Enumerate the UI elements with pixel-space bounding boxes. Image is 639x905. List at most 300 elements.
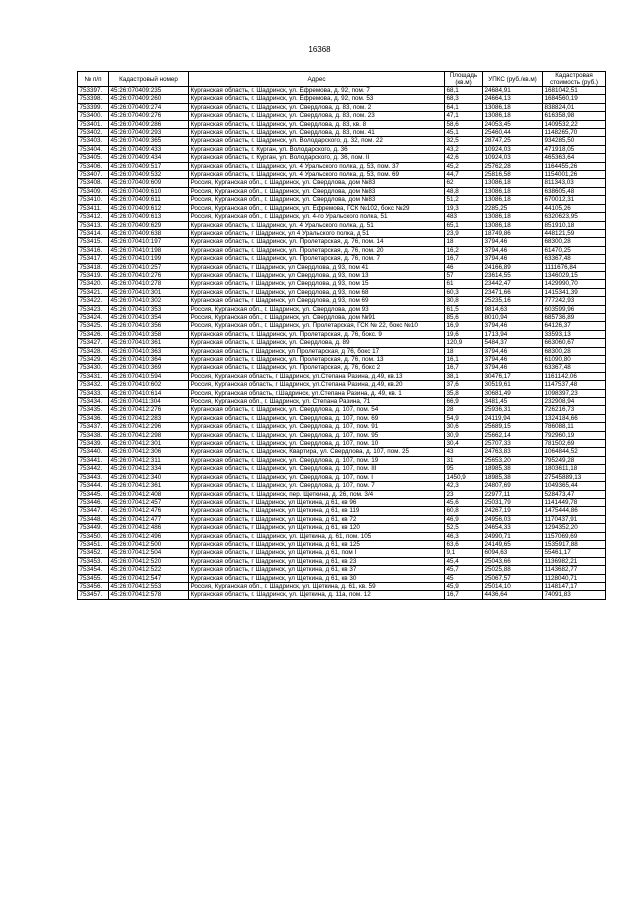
- address-cell: Курганская область, г. Шадринск, ул. Свердлова, д. 83, пом. 41: [189, 129, 445, 137]
- upks-cell: 13086,18: [483, 221, 543, 229]
- row-number-cell: 753398.: [78, 95, 109, 103]
- address-cell: Курганская область, г Шадринск, ул Свердлова, д 93, пом 41: [189, 263, 445, 271]
- address-cell: Курганская область, г. Шадринск, ул. Свердлова, д. 107, пом. 69: [189, 414, 445, 422]
- table-row: [78, 280, 606, 288]
- table-row: [78, 549, 606, 557]
- cadastral-value-cell: 1136982,21: [543, 557, 606, 565]
- cadastral-value-cell: 232908,94: [543, 398, 606, 406]
- row-number-cell: 753409.: [78, 187, 109, 195]
- address-cell: Россия, Курганская область, г Шадринск, ул.Степана Разина, д.49, кв.13: [189, 372, 445, 380]
- area-cell: 30,6: [445, 423, 483, 431]
- upks-cell: 3794,46: [483, 356, 543, 364]
- cadastral-value-cell: 1141449,78: [543, 498, 606, 506]
- header-area: Площадь (кв.м): [445, 72, 483, 87]
- cadastral-number-cell: 45:26:070412:306: [109, 448, 189, 456]
- upks-cell: 28747,25: [483, 137, 543, 145]
- table-row: [78, 372, 606, 380]
- table-row: [78, 179, 606, 187]
- cadastral-number-cell: 45:26:070410:353: [109, 305, 189, 313]
- cadastral-value-cell: 528473,47: [543, 490, 606, 498]
- address-cell: Россия, Курганская обл., г. Шадринск, ул. Щеткина, д. 61, кв. 59: [189, 582, 445, 590]
- cadastral-value-cell: 27545889,13: [543, 473, 606, 481]
- cadastral-number-cell: 45:26:070410:356: [109, 322, 189, 330]
- upks-cell: 24267,19: [483, 507, 543, 515]
- cadastral-number-cell: 45:26:070412:283: [109, 414, 189, 422]
- cadastral-value-cell: 1415341,39: [543, 288, 606, 296]
- row-number-cell: 753425.: [78, 322, 109, 330]
- table-row: [78, 162, 606, 170]
- address-cell: Курганская область, г. Шадринск, ул. Свердлова, д. 107, пом. 7: [189, 482, 445, 490]
- area-cell: 32,5: [445, 137, 483, 145]
- upks-cell: 25816,58: [483, 171, 543, 179]
- row-number-cell: 753397.: [78, 87, 109, 95]
- upks-cell: 24807,69: [483, 482, 543, 490]
- upks-cell: 25653,20: [483, 456, 543, 464]
- upks-cell: 3794,46: [483, 255, 543, 263]
- table-row: [78, 229, 606, 237]
- upks-cell: 24119,94: [483, 414, 543, 422]
- address-cell: Курганская область, г. Шадринск, Квартира, ул. Свердлова, д. 107, пом. 25: [189, 448, 445, 456]
- area-cell: 58,6: [445, 120, 483, 128]
- cadastral-value-cell: 1111676,84: [543, 263, 606, 271]
- upks-cell: 3794,46: [483, 322, 543, 330]
- area-cell: 46: [445, 263, 483, 271]
- upks-cell: 6094,63: [483, 549, 543, 557]
- cadastral-value-cell: 64126,37: [543, 322, 606, 330]
- cadastral-value-cell: 1409532,22: [543, 120, 606, 128]
- area-cell: 45,2: [445, 162, 483, 170]
- address-cell: Россия, Курганская обл., г. Шадринск, ул. Свердлова, дом №83: [189, 179, 445, 187]
- table-row: [78, 263, 606, 271]
- row-number-cell: 753438.: [78, 431, 109, 439]
- area-cell: 19,6: [445, 330, 483, 338]
- area-cell: 63,6: [445, 540, 483, 548]
- row-number-cell: 753448.: [78, 515, 109, 523]
- address-cell: Курганская область, г. Шадринск, ул. Щеткина, д. 61, пом. 105: [189, 532, 445, 540]
- cadastral-value-cell: 777242,93: [543, 297, 606, 305]
- cadastral-value-cell: 74091,83: [543, 591, 606, 599]
- address-cell: Курганская область, г Шадринск, ул 4 Уральского полка, д 51: [189, 229, 445, 237]
- cadastral-value-cell: 781502,69: [543, 440, 606, 448]
- row-number-cell: 753402.: [78, 129, 109, 137]
- cadastral-number-cell: 45:26:070409:517: [109, 162, 189, 170]
- cadastral-number-cell: 45:26:070409:434: [109, 154, 189, 162]
- row-number-cell: 753418.: [78, 263, 109, 271]
- row-number-cell: 753424.: [78, 313, 109, 321]
- address-cell: Курганская область, г. Шадринск, ул. Ефремова, д. 92, пом. 7: [189, 87, 445, 95]
- address-cell: Россия, Курганская обл., г. Шадринск, ул. Ефремова, ГСК №102, бокс №29: [189, 204, 445, 212]
- address-cell: Курганская область, г. Шадринск, ул. Пролетарская, д. 76, бокс. 9: [189, 330, 445, 338]
- table-row: [78, 288, 606, 296]
- address-cell: Россия, Курганская обл., г. Шадринск, ул. Степана Разина, 71: [189, 398, 445, 406]
- upks-cell: 25707,33: [483, 440, 543, 448]
- upks-cell: 1713,94: [483, 330, 543, 338]
- table-row: [78, 129, 606, 137]
- cadastral-number-cell: 45:26:070409:433: [109, 145, 189, 153]
- upks-cell: 18985,38: [483, 473, 543, 481]
- address-cell: Россия, Курганская обл., г. Шадринск, ул. Свердлова, дом №83: [189, 196, 445, 204]
- row-number-cell: 753406.: [78, 162, 109, 170]
- cadastral-number-cell: 45:26:070410:197: [109, 238, 189, 246]
- cadastral-number-cell: 45:26:070412:296: [109, 423, 189, 431]
- table-header-row: [78, 72, 606, 87]
- row-number-cell: 753429.: [78, 356, 109, 364]
- upks-cell: 2285,25: [483, 204, 543, 212]
- cadastral-value-cell: 63367,48: [543, 364, 606, 372]
- address-cell: Курганская область, г Шадринск, ул Щеткина, д 61, кв 119: [189, 507, 445, 515]
- cadastral-number-cell: 45:26:070412:553: [109, 582, 189, 590]
- table-row: [78, 414, 606, 422]
- table-row: [78, 406, 606, 414]
- cadastral-value-cell: 471918,05: [543, 145, 606, 153]
- area-cell: 16,9: [445, 322, 483, 330]
- area-cell: 9,1: [445, 549, 483, 557]
- cadastral-value-cell: 795249,28: [543, 456, 606, 464]
- cadastral-number-cell: 45:26:070412:298: [109, 431, 189, 439]
- cadastral-value-cell: 1147537,48: [543, 381, 606, 389]
- row-number-cell: 753404.: [78, 145, 109, 153]
- upks-cell: 25460,44: [483, 129, 543, 137]
- address-cell: Курганская область, г Шадринск, ул Пролетарская, д 76, бокс 17: [189, 347, 445, 355]
- row-number-cell: 753434.: [78, 398, 109, 406]
- cadastral-number-cell: 45:26:070409:293: [109, 129, 189, 137]
- table-row: [78, 95, 606, 103]
- address-cell: Курганская область, г. Шадринск, ул. Пролетарская, д. 76, бокс 2: [189, 364, 445, 372]
- address-cell: Россия, Курганская область, г Шадринск, ул.Степана Разина, д.49, кв.20: [189, 381, 445, 389]
- cadastral-number-cell: 45:26:070411:304: [109, 398, 189, 406]
- row-number-cell: 753436.: [78, 414, 109, 422]
- cadastral-value-cell: 1143682,77: [543, 566, 606, 574]
- upks-cell: 13086,18: [483, 179, 543, 187]
- cadastral-number-cell: 45:26:070410:301: [109, 288, 189, 296]
- area-cell: 45,9: [445, 582, 483, 590]
- row-number-cell: 753412.: [78, 213, 109, 221]
- cadastral-number-cell: 45:26:070410:354: [109, 313, 189, 321]
- cadastral-number-cell: 45:26:070410:358: [109, 330, 189, 338]
- address-cell: Курганская область, г Шадринск, ул Щеткина, д 61, кв 37: [189, 566, 445, 574]
- cadastral-number-cell: 45:26:070409:274: [109, 103, 189, 111]
- address-cell: Курганская область, г. Шадринск, ул. Свердлова, д. 107, пом. 54: [189, 406, 445, 414]
- cadastral-number-cell: 45:26:070412:547: [109, 574, 189, 582]
- address-cell: Курганская область, г. Шадринск, ул. Свердлова, д. 89: [189, 339, 445, 347]
- upks-cell: 24763,83: [483, 448, 543, 456]
- upks-cell: 24166,89: [483, 263, 543, 271]
- upks-cell: 18985,38: [483, 465, 543, 473]
- upks-cell: 18749,86: [483, 229, 543, 237]
- cadastral-value-cell: 63367,48: [543, 255, 606, 263]
- cadastral-number-cell: 45:26:070410:302: [109, 297, 189, 305]
- area-cell: 1450,9: [445, 473, 483, 481]
- upks-cell: 25235,16: [483, 297, 543, 305]
- cadastral-value-cell: 670012,31: [543, 196, 606, 204]
- area-cell: 43,2: [445, 145, 483, 153]
- area-cell: 45,6: [445, 498, 483, 506]
- table-row: [78, 339, 606, 347]
- table-row: [78, 255, 606, 263]
- area-cell: 47,1: [445, 112, 483, 120]
- cadastral-value-cell: 1098397,23: [543, 389, 606, 397]
- area-cell: 16,2: [445, 246, 483, 254]
- cadastral-number-cell: 45:26:070412:578: [109, 591, 189, 599]
- address-cell: Курганская область, г. Шадринск, ул. 4 Уральского полка, д. 53, пом. 69: [189, 171, 445, 179]
- cadastral-value-cell: 1161142,06: [543, 372, 606, 380]
- cadastral-number-cell: 45:26:070410:364: [109, 356, 189, 364]
- cadastral-value-cell: 1324184,66: [543, 414, 606, 422]
- address-cell: Курганская область, г. Шадринск, ул. Свердлова, д. 107, пом. 95: [189, 431, 445, 439]
- cadastral-number-cell: 45:26:070410:199: [109, 255, 189, 263]
- area-cell: 65,1: [445, 221, 483, 229]
- cadastral-number-cell: 45:26:070412:476: [109, 507, 189, 515]
- cadastral-number-cell: 45:26:070412:276: [109, 406, 189, 414]
- cadastral-number-cell: 45:26:070412:457: [109, 498, 189, 506]
- cadastral-value-cell: 851910,18: [543, 221, 606, 229]
- cadastral-value-cell: 6320623,95: [543, 213, 606, 221]
- row-number-cell: 753444.: [78, 482, 109, 490]
- area-cell: 42,3: [445, 482, 483, 490]
- area-cell: 45,1: [445, 129, 483, 137]
- area-cell: 46,3: [445, 532, 483, 540]
- upks-cell: 3794,46: [483, 364, 543, 372]
- address-cell: Курганская область, г Шадринск, ул Щеткина, д 61, кв 125: [189, 540, 445, 548]
- address-cell: Курганская область, г Шадринск, ул Свердлова, д 93, пом 68: [189, 288, 445, 296]
- cadastral-number-cell: 45:26:070409:610: [109, 187, 189, 195]
- address-cell: Курганская область, г. Шадринск, ул. Свердлова, д. 83, кв. 8: [189, 120, 445, 128]
- row-number-cell: 753414.: [78, 229, 109, 237]
- upks-cell: 10924,03: [483, 145, 543, 153]
- area-cell: 43: [445, 448, 483, 456]
- address-cell: Курганская область, г Шадринск, ул Щеткина, д 61, кв 23: [189, 557, 445, 565]
- cadastral-value-cell: 465363,64: [543, 154, 606, 162]
- cadastral-number-cell: 45:26:070412:340: [109, 473, 189, 481]
- table-row: [78, 423, 606, 431]
- cadastral-value-cell: 1684560,19: [543, 95, 606, 103]
- area-cell: 16,7: [445, 364, 483, 372]
- header-address: Адрес: [189, 72, 445, 87]
- row-number-cell: 753455.: [78, 574, 109, 582]
- cadastral-value-cell: 61090,80: [543, 356, 606, 364]
- cadastral-value-cell: 1803611,18: [543, 465, 606, 473]
- cadastral-value-cell: 1064844,52: [543, 448, 606, 456]
- area-cell: 68,1: [445, 87, 483, 95]
- row-number-cell: 753430.: [78, 364, 109, 372]
- address-cell: Курганская область, г Шадринск, ул Щеткина, д 61, кв 96: [189, 498, 445, 506]
- cadastral-number-cell: 45:26:070409:235: [109, 87, 189, 95]
- table-row: [78, 591, 606, 599]
- header-number: № п/п: [78, 72, 109, 87]
- row-number-cell: 753445.: [78, 490, 109, 498]
- area-cell: 45,4: [445, 557, 483, 565]
- address-cell: Россия, Курганская обл., г. Шадринск, ул. Свердлова, дом 93: [189, 305, 445, 313]
- page-number: 16368: [308, 45, 331, 54]
- address-cell: Курганская область, г. Шадринск, пер. Щеткина, д. 26, пом. 3/4: [189, 490, 445, 498]
- row-number-cell: 753451.: [78, 540, 109, 548]
- table-row: [78, 582, 606, 590]
- table-row: [78, 431, 606, 439]
- table-row: [78, 456, 606, 464]
- cadastral-number-cell: 45:26:070412:504: [109, 549, 189, 557]
- area-cell: 85,6: [445, 313, 483, 321]
- table-row: [78, 271, 606, 279]
- upks-cell: 25689,15: [483, 423, 543, 431]
- row-number-cell: 753435.: [78, 406, 109, 414]
- table-row: [78, 145, 606, 153]
- cadastral-number-cell: 45:26:070412:334: [109, 465, 189, 473]
- address-cell: Россия, Курганская обл., г. Шадринск, ул. Свердлова, дом №83: [189, 187, 445, 195]
- row-number-cell: 753399.: [78, 103, 109, 111]
- cadastral-number-cell: 45:26:070412:301: [109, 440, 189, 448]
- table-row: [78, 490, 606, 498]
- address-cell: Курганская область, г Шадринск, ул Свердлова, д 93, пом 69: [189, 297, 445, 305]
- cadastral-value-cell: 1148147,17: [543, 582, 606, 590]
- address-cell: Курганская область, г. Шадринск, ул. Ефремова, д. 92, пом. 53: [189, 95, 445, 103]
- upks-cell: 25014,10: [483, 582, 543, 590]
- area-cell: 30,4: [445, 440, 483, 448]
- upks-cell: 25762,28: [483, 162, 543, 170]
- address-cell: Курганская область, г. Шадринск, ул. Свердлова, д. 83, пом. 23: [189, 112, 445, 120]
- row-number-cell: 753456.: [78, 582, 109, 590]
- cadastral-value-cell: 603599,96: [543, 305, 606, 313]
- row-number-cell: 753420.: [78, 280, 109, 288]
- cadastral-number-cell: 45:26:070410:361: [109, 339, 189, 347]
- cadastral-value-cell: 1429990,70: [543, 280, 606, 288]
- cadastral-number-cell: 45:26:070410:278: [109, 280, 189, 288]
- upks-cell: 22977,11: [483, 490, 543, 498]
- row-number-cell: 753426.: [78, 330, 109, 338]
- address-cell: Курганская область, г. Курган, ул. Володарского, д. 36, пом. II: [189, 154, 445, 162]
- upks-cell: 3794,46: [483, 246, 543, 254]
- row-number-cell: 753431.: [78, 372, 109, 380]
- cadastral-value-cell: 1154001,26: [543, 171, 606, 179]
- table-row: [78, 574, 606, 582]
- area-cell: 45: [445, 574, 483, 582]
- row-number-cell: 753441.: [78, 456, 109, 464]
- upks-cell: 3481,45: [483, 398, 543, 406]
- row-number-cell: 753433.: [78, 389, 109, 397]
- table-row: [78, 566, 606, 574]
- table-row: [78, 204, 606, 212]
- row-number-cell: 753432.: [78, 381, 109, 389]
- area-cell: 16,7: [445, 591, 483, 599]
- cadastral-number-cell: 45:26:070410:614: [109, 389, 189, 397]
- cadastral-value-cell: 638605,48: [543, 187, 606, 195]
- cadastral-number-cell: 45:26:070412:311: [109, 456, 189, 464]
- cadastral-number-cell: 45:26:070412:522: [109, 566, 189, 574]
- row-number-cell: 753407.: [78, 171, 109, 179]
- area-cell: 46,9: [445, 515, 483, 523]
- upks-cell: 30476,17: [483, 372, 543, 380]
- address-cell: Курганская область, г. Шадринск, ул. Пролетарская, д. 76, пом. 14: [189, 238, 445, 246]
- address-cell: Курганская область, г Шадринск, ул Щеткина, д 61, кв 120: [189, 524, 445, 532]
- area-cell: 42,6: [445, 154, 483, 162]
- area-cell: 95: [445, 465, 483, 473]
- table-row: [78, 356, 606, 364]
- table-row: [78, 473, 606, 481]
- address-cell: Курганская область, г. Шадринск, ул. Свердлова, д. 107, пом. 10: [189, 440, 445, 448]
- upks-cell: 3794,46: [483, 347, 543, 355]
- header-upks: УПКС (руб./кв.м): [483, 72, 543, 87]
- upks-cell: 24956,03: [483, 515, 543, 523]
- address-cell: Курганская область, г. Шадринск, ул. Свердлова, д. 107, пом. I: [189, 473, 445, 481]
- cadastral-value-cell: 1535917,88: [543, 540, 606, 548]
- area-cell: 57: [445, 271, 483, 279]
- cadastral-number-cell: 45:26:070409:276: [109, 112, 189, 120]
- cadastral-number-cell: 45:26:070410:369: [109, 364, 189, 372]
- row-number-cell: 753449.: [78, 524, 109, 532]
- area-cell: 35,8: [445, 389, 483, 397]
- header-cadastral-number: Кадастровый номер: [109, 72, 189, 87]
- cadastral-value-cell: 1170437,91: [543, 515, 606, 523]
- cadastral-number-cell: 45:26:070412:520: [109, 557, 189, 565]
- upks-cell: 30681,49: [483, 389, 543, 397]
- table-row: [78, 498, 606, 506]
- table-row: [78, 103, 606, 111]
- table-row: [78, 171, 606, 179]
- area-cell: 37,6: [445, 381, 483, 389]
- upks-cell: 5484,37: [483, 339, 543, 347]
- row-number-cell: 753401.: [78, 120, 109, 128]
- cadastral-value-cell: 1049365,44: [543, 482, 606, 490]
- row-number-cell: 753447.: [78, 507, 109, 515]
- cadastral-value-cell: 934285,50: [543, 137, 606, 145]
- area-cell: 45,7: [445, 566, 483, 574]
- row-number-cell: 753405.: [78, 154, 109, 162]
- address-cell: Курганская область, г Шадринск, ул Свердлова, д 93, пом 13: [189, 271, 445, 279]
- cadastral-value-cell: 786088,11: [543, 423, 606, 431]
- address-cell: Курганская область, г Шадринск, ул Щеткина, д 61, пом I: [189, 549, 445, 557]
- table-row: [78, 154, 606, 162]
- upks-cell: 23442,47: [483, 280, 543, 288]
- area-cell: 18: [445, 347, 483, 355]
- cadastral-number-cell: 45:26:070410:594: [109, 372, 189, 380]
- address-cell: Россия, Курганская обл., г. Шадринск, ул. Пролетарская, ГСК № 22, бокс №10: [189, 322, 445, 330]
- area-cell: 30,8: [445, 297, 483, 305]
- upks-cell: 25936,31: [483, 406, 543, 414]
- address-cell: Курганская область, г. Курган, ул. Володарского, д. 36: [189, 145, 445, 153]
- cadastral-value-cell: 838824,01: [543, 103, 606, 111]
- table-row: [78, 221, 606, 229]
- table-row: [78, 137, 606, 145]
- upks-cell: 25031,79: [483, 498, 543, 506]
- row-number-cell: 753454.: [78, 566, 109, 574]
- upks-cell: 10924,03: [483, 154, 543, 162]
- address-cell: Курганская область, г. Шадринск, ул. Пролетарская, д. 76, пом. 13: [189, 356, 445, 364]
- table-row: [78, 187, 606, 195]
- upks-cell: 24990,71: [483, 532, 543, 540]
- address-cell: Курганская область, г. Шадринск, ул. Свердлова, д. 107, пом. 19: [189, 456, 445, 464]
- cadastral-number-cell: 45:26:070409:612: [109, 204, 189, 212]
- table-row: [78, 112, 606, 120]
- upks-cell: 4436,64: [483, 591, 543, 599]
- row-number-cell: 753457.: [78, 591, 109, 599]
- area-cell: 51,2: [445, 196, 483, 204]
- table-row: [78, 87, 606, 95]
- row-number-cell: 753413.: [78, 221, 109, 229]
- upks-cell: 24149,65: [483, 540, 543, 548]
- address-cell: Курганская область, г. Шадринск, ул. Свердлова, д. 83, пом. 2: [189, 103, 445, 111]
- upks-cell: 24053,45: [483, 120, 543, 128]
- table-row: [78, 389, 606, 397]
- address-cell: Курганская область, г. Шадринск, ул. 4 Уральского полка, д. 51: [189, 221, 445, 229]
- upks-cell: 8010,94: [483, 313, 543, 321]
- cadastral-value-cell: 663060,67: [543, 339, 606, 347]
- upks-cell: 24654,33: [483, 524, 543, 532]
- area-cell: 120,9: [445, 339, 483, 347]
- row-number-cell: 753416.: [78, 246, 109, 254]
- row-number-cell: 753437.: [78, 423, 109, 431]
- cadastral-number-cell: 45:26:070409:629: [109, 221, 189, 229]
- upks-cell: 13086,18: [483, 196, 543, 204]
- area-cell: 52,5: [445, 524, 483, 532]
